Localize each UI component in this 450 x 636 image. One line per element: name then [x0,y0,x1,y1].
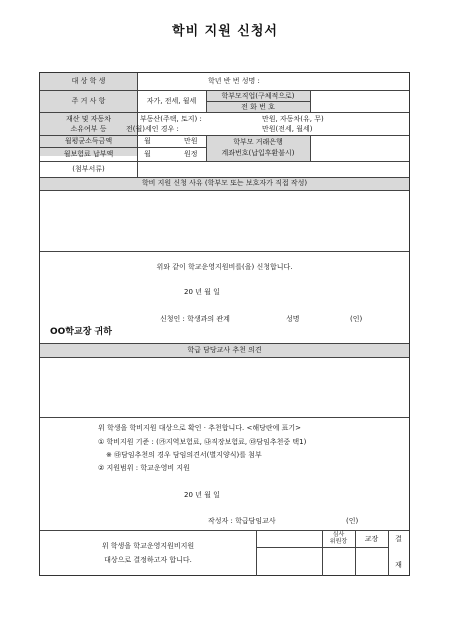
teacher-note-line: ※ ㉰담임추천의 경우 담임의견서(별지양식)를 첨부 [106,451,262,459]
column-line [310,90,311,112]
attachments-label: (첨부서류) [72,165,105,173]
decision-text-line2: 대상으로 결정하고자 합니다. [104,556,192,564]
real-estate-label: 부동산(주택, 토지) : [140,115,202,123]
form-title: 학비 지원 신청서 [172,24,278,39]
real-estate-value: 만원, 자동차(유, 무) [262,115,324,123]
teacher-date: 20 년 월 일 [184,491,220,499]
bank-label-line1: 학부모 거래은행 [233,138,283,146]
row-line [40,90,409,91]
teacher-confirm-line: 위 학생을 학비지원 대상으로 확인 · 추천합니다. <해당란에 표기> [98,424,302,432]
monthly-income-label: 월평균소득금액 [64,137,113,145]
row-line [40,251,409,252]
teacher-scope-line: ② 지원범위 : 학교운영비 지원 [98,464,190,472]
principal-label: 교장 [364,535,379,543]
row-line [40,417,409,418]
health-insurance-prefix: 월 [144,150,151,158]
committee-label-line1: 심사 [332,531,345,538]
teacher-opinion-area[interactable] [40,358,409,417]
approval-bottom-label: 재 [395,561,402,569]
row-line [40,343,409,344]
applicant-seal: (인) [350,315,363,323]
rent-deposit-label: 전(월)세인 경우 : [126,125,179,133]
teacher-section-header: 학급 담당교사 추천 의견 [187,346,262,354]
assets-label-line2: 소유여부 등 [70,125,107,133]
application-statement: 위와 같이 학교운영지원비를(을) 신청합니다. [156,263,293,271]
row-line [40,135,409,136]
phone-label: 전 화 번 호 [241,103,275,111]
decision-text-line1: 위 학생을 학교운영지원비지원 [101,542,195,550]
approval-top-label: 결 [395,535,402,543]
column-line [310,135,311,161]
health-insurance-label: 월보험료 납부액 [63,150,114,158]
bank-label-line2: 계좌번호(납입후환불시) [221,149,295,157]
row-line [40,112,409,113]
monthly-income-unit: 만원 [184,137,198,145]
reason-input-area[interactable] [40,191,409,251]
committee-label-line2: 위원장 [329,538,348,545]
addressee: OO학교장 귀하 [50,327,112,337]
application-form [39,72,410,576]
target-student-label: 대 상 학 생 [71,77,106,85]
teacher-seal: (인) [346,517,359,525]
parent-job-label: 학부모직업(구체적으로) [221,92,295,100]
grade-class-number-name: 학년 반 번 성명 : [208,77,260,85]
address-label: 주 거 사 항 [71,97,106,105]
reason-section-header: 학비 지원 신청 사유 (학부모 또는 보호자가 직접 작성) [141,179,308,187]
column-line [256,530,257,576]
assets-label-line1: 재산 및 자동차 [65,115,112,123]
applicant-name-label: 성명 [286,315,300,323]
health-insurance-unit: 원정 [184,150,198,158]
row-line [206,101,310,102]
teacher-writer: 작성자 : 학급담임교사 [208,517,276,525]
row-line [40,161,409,162]
address-options: 자가, 전세, 월세 [146,97,197,105]
monthly-income-prefix: 월 [144,137,151,145]
applicant-relation: 신청인 : 학생과의 관계 [160,315,230,323]
teacher-criteria-line: ① 학비지원 기준 : (㉮지역보험료, ㉯직장보험료, ㉰담임추천중 택1) [98,438,307,446]
row-line [40,147,206,148]
rent-deposit-value: 만원(전세, 월세) [262,125,313,133]
row-line [40,177,409,178]
application-date: 20 년 월 일 [184,288,220,296]
